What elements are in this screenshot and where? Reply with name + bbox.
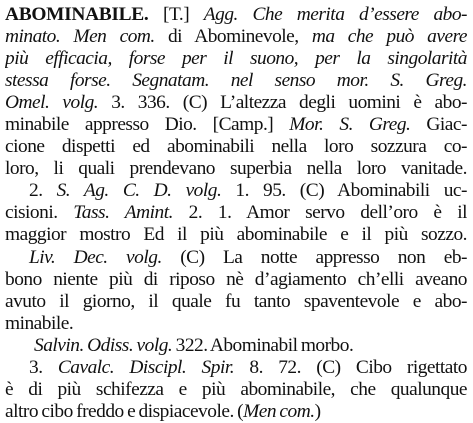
body-text: 322. Abominabil morbo. — [172, 334, 354, 356]
italic-text: Men com. — [243, 400, 315, 422]
body-text: 2. — [29, 180, 57, 202]
entry-line — [5, 357, 467, 379]
body-text: avuto il giorno, il quale fu tanto spaventevole e abo- — [5, 290, 467, 312]
body-text: altro cibo freddo e dispiacevole. ( — [5, 400, 244, 422]
body-text: cisioni. — [5, 202, 74, 224]
entry-line — [5, 92, 467, 114]
entry-line — [5, 313, 467, 335]
body-text: (C) La notte appresso non eb- — [161, 246, 467, 268]
entry-line — [5, 114, 467, 136]
italic-text: Salvin. Odiss. volg. — [34, 334, 173, 356]
italic-text: Tass. Amint. — [73, 202, 173, 224]
entry-line — [5, 70, 467, 92]
body-text: minabile. — [5, 312, 74, 334]
italic-text: più efficacia, forse per il suono, per la singolarità — [5, 48, 467, 70]
italic-text: S. Ag. C. D. volg. — [56, 180, 222, 202]
body-text: bono niente più di riposo nè d’agiamento ch’elli aveano — [5, 268, 467, 290]
italic-text: Omel. volg. — [5, 92, 99, 114]
body-text: minabile appresso Dio. [Camp.] — [5, 114, 290, 136]
entry-line — [5, 158, 467, 180]
body-text: loro, li quali prendevano superbia nella loro vanitade. — [5, 158, 467, 180]
entry-line — [5, 4, 467, 26]
body-text: [T.] — [148, 4, 204, 25]
italic-text: stessa forse. Segnatam. nel senso mor. S. Greg. — [5, 70, 467, 92]
italic-text: Mor. S. Greg. — [289, 114, 411, 136]
entry-line — [5, 269, 467, 291]
body-text: ) — [314, 400, 321, 422]
entry-line — [5, 401, 467, 423]
italic-text: ma che può avere — [311, 26, 467, 48]
entry-line — [5, 379, 467, 401]
body-text: 3. 336. (C) L’altezza degli uomini è abo- — [98, 92, 467, 114]
body-text: 8. 72. (C) Cibo rigettato — [234, 356, 467, 378]
body-text: 3. — [29, 356, 58, 378]
italic-text: Agg. Che merita d’essere abo- — [203, 4, 467, 25]
body-text: Giac- — [410, 114, 467, 136]
entry-line — [5, 291, 467, 313]
entry-line — [5, 224, 467, 246]
body-text: 2. 1. Amor servo dell’oro è il — [172, 202, 467, 224]
body-text: maggior mostro Ed il più abominabile e il più sozzo. — [5, 224, 467, 246]
italic-text: Cavalc. Discipl. Spir. — [57, 356, 235, 378]
body-text: 1. 95. (C) Abominabili uc- — [221, 180, 467, 202]
italic-text: Liv. Dec. volg. — [29, 246, 162, 268]
body-text: di Abominevole, — [154, 26, 312, 48]
entry-line — [5, 136, 467, 158]
italic-text: minato. Men com. — [5, 26, 155, 48]
body-text: è di più schifezza e più abominabile, che qualunque — [5, 378, 467, 400]
body-text: cione dispetti ed abominabili nella loro sozzura co- — [5, 136, 467, 158]
entry-line — [5, 26, 467, 48]
entry-line — [5, 247, 467, 269]
entry-line — [5, 202, 467, 224]
headword: ABOMINABILE. — [5, 4, 149, 25]
entry-line — [5, 335, 467, 357]
entry-line — [5, 48, 467, 70]
entry-line — [5, 180, 467, 202]
